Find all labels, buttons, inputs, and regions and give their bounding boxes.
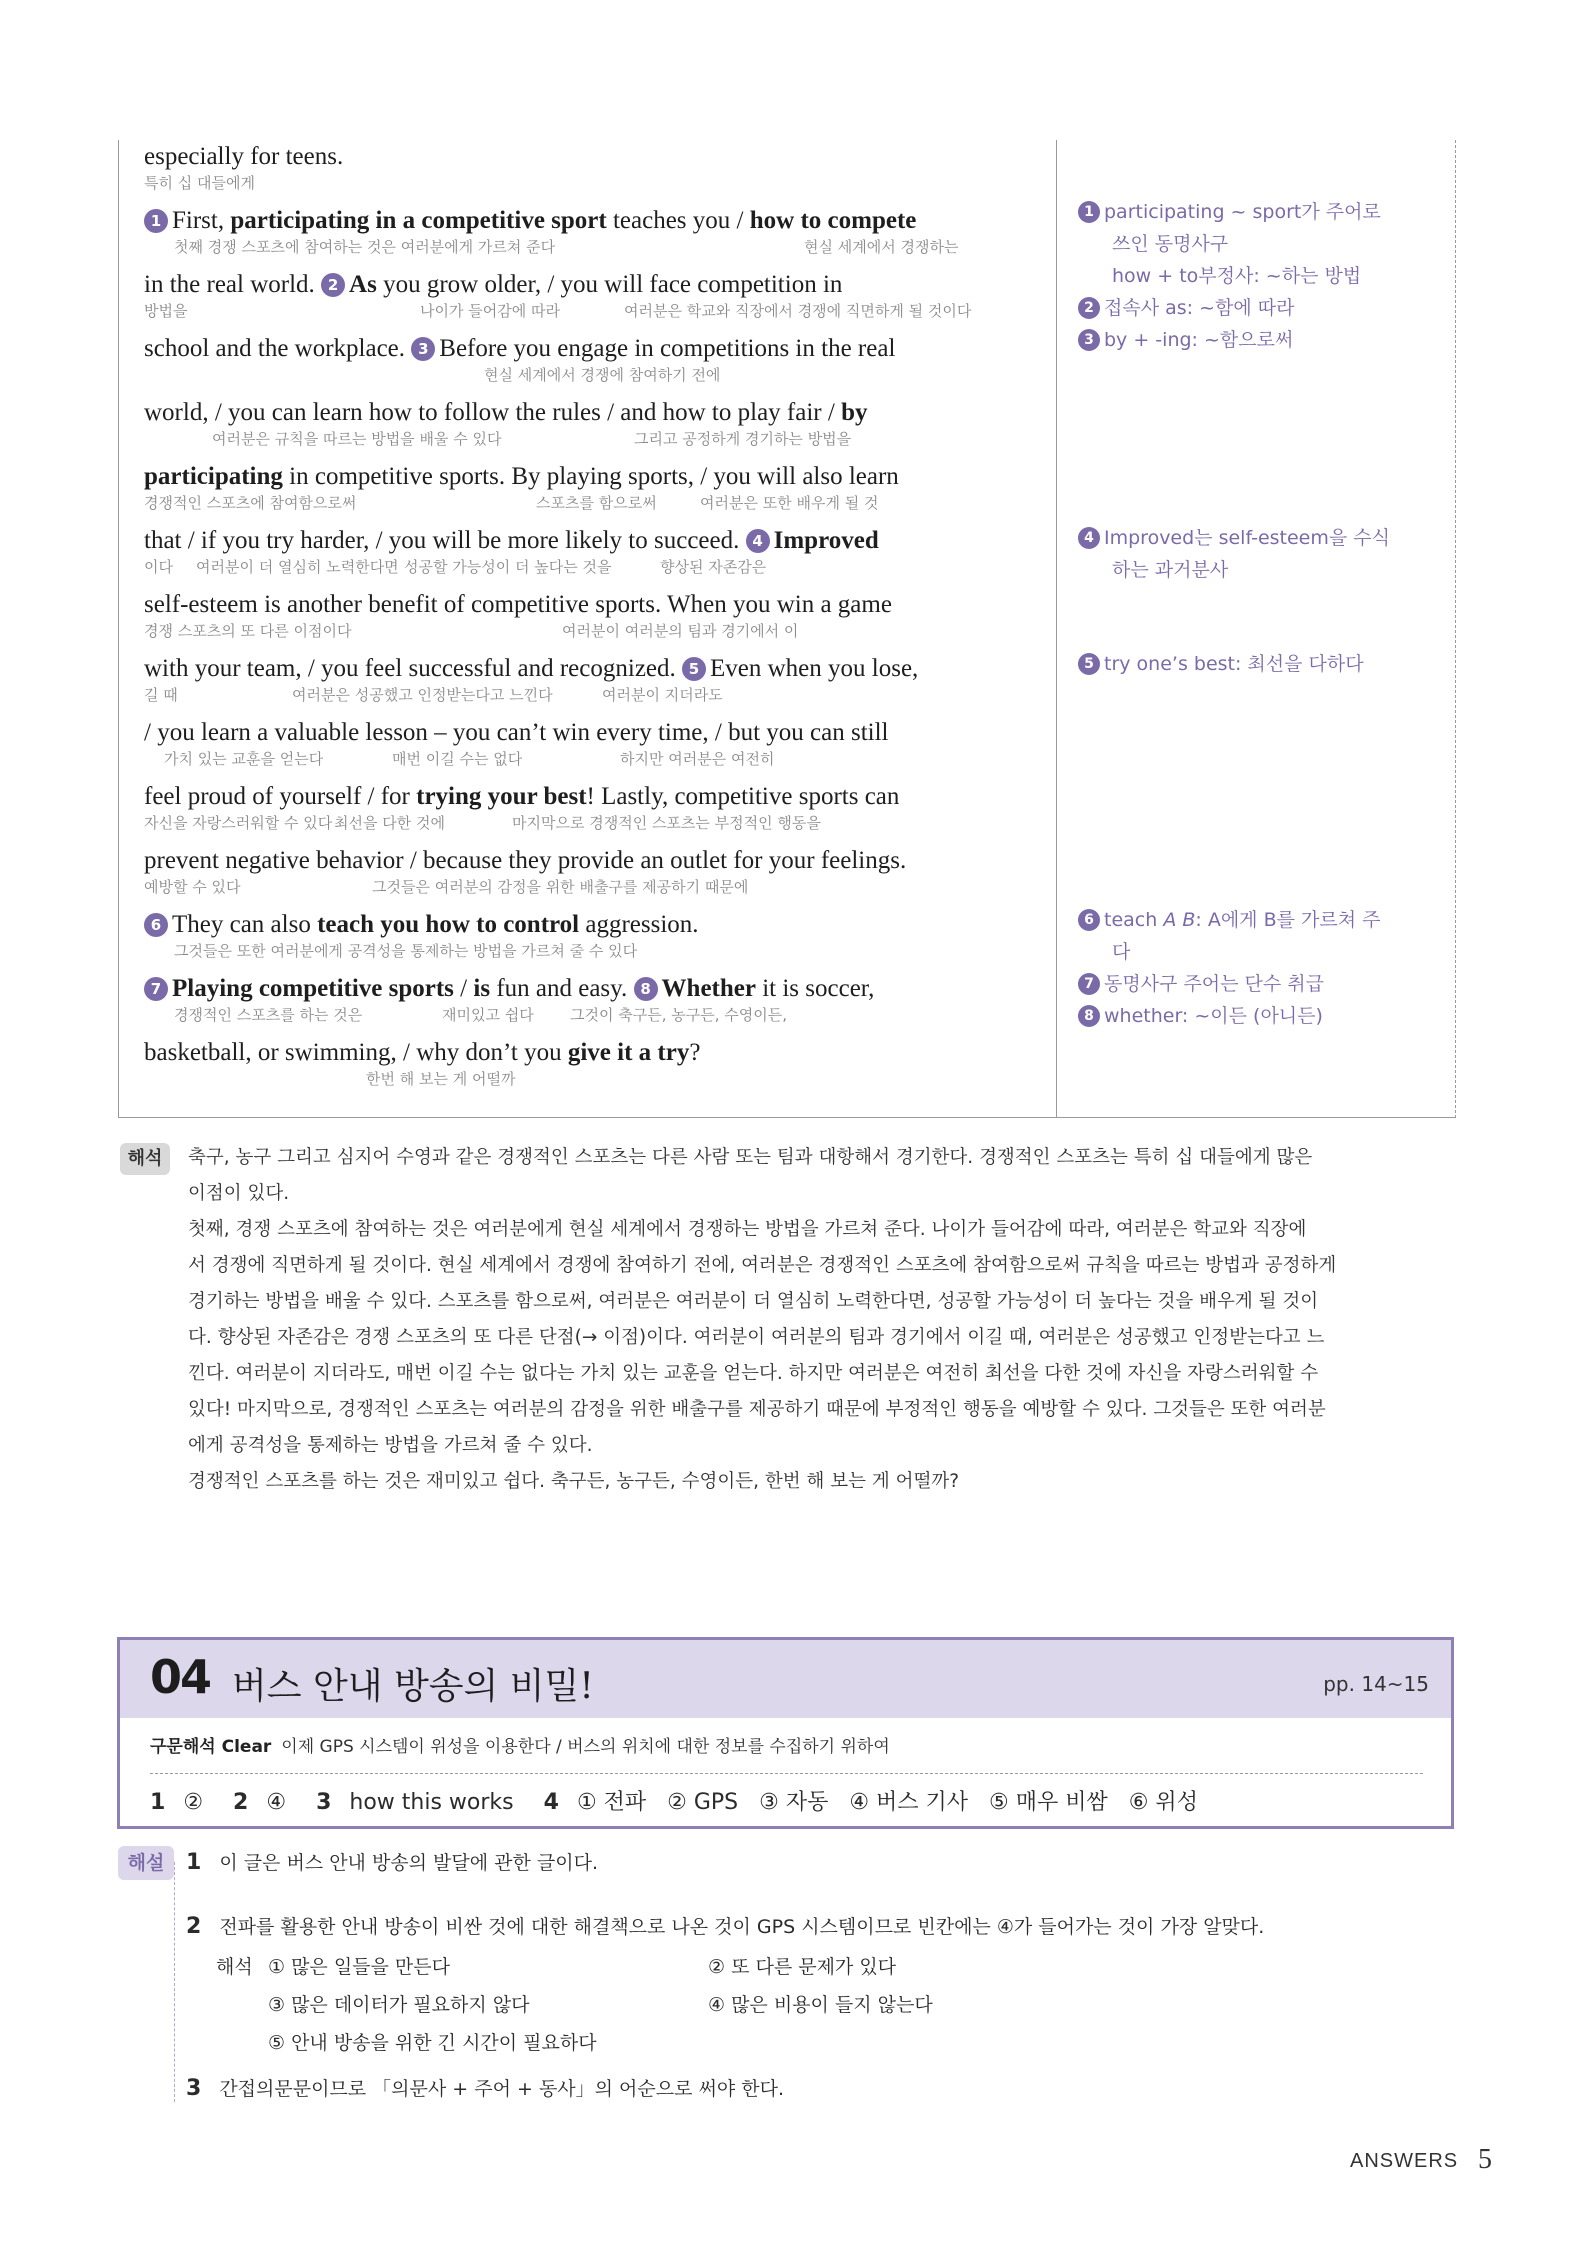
reading-line: participating in competitive sports. By playing sports, / you will also learn 경쟁적인 스포츠에 참여함으로써 스포츠를 함으로써 여러분은 또한 배우게 될 것 — [144, 460, 1044, 524]
section-header — [120, 1640, 1451, 1718]
q2-number: 2 — [186, 1914, 202, 1939]
english-sentence: self-esteem is another benefit of competitive sports. When you win a game — [144, 591, 892, 618]
translation-line: 이점이 있다. — [188, 1183, 290, 1204]
translation-label: 해석 — [120, 1143, 170, 1175]
note-number-badge: 7 — [1078, 973, 1100, 995]
note-number-badge: 4 — [1078, 527, 1100, 549]
clear-text: 이제 GPS 시스템이 위성을 이용한다 / 버스의 위치에 대한 정보를 수집하기 위하여 — [281, 1737, 890, 1757]
sentence-number-badge: 2 — [321, 273, 345, 297]
reading-line: that / if you try harder, / you will be more likely to succeed. 4 Improved 이다 여러분이 더 열심히 노력한다면 성공할 가능성이 더 높다는 것을 향상된 자존감은 — [144, 524, 1044, 588]
answer-number: 1 — [150, 1790, 166, 1815]
answers-row — [150, 1785, 1228, 1816]
q2-option-5: ⑤ 안내 방송을 위한 긴 시간이 필요하다 — [268, 2032, 597, 2054]
note-number-badge: 5 — [1078, 653, 1100, 675]
section-pages: pp. 14~15 — [1323, 1672, 1429, 1696]
answer-number: 4 — [543, 1790, 559, 1815]
reading-line: school and the workplace. 3 Before you engage in competitions in the real 현실 세계에서 경쟁에 참여하기 전에 — [144, 332, 1044, 396]
sentence-number-badge: 5 — [682, 657, 706, 681]
q3-number: 3 — [186, 2076, 202, 2101]
grammar-note: 8 whether: ~이든 (아니든) — [1078, 1000, 1323, 1032]
answer-number: 3 — [316, 1790, 332, 1815]
note-number-badge: 3 — [1078, 329, 1100, 351]
sentence-number-badge: 1 — [144, 209, 168, 233]
reading-line: / you learn a valuable lesson – you can’t win every time, / but you can still 가치 있는 교훈을 얻는다 매번 이길 수는 없다 하지만 여러분은 여전히 — [144, 716, 1044, 780]
sentence-number-badge: 8 — [634, 977, 658, 1001]
reading-divider — [1056, 140, 1057, 1118]
grammar-note: 1 participating ~ sport가 주어로 쓰인 동명사구 how + to부정사: ~하는 방법 — [1078, 196, 1381, 292]
reading-line — [144, 140, 1044, 204]
english-sentence: basketball, or swimming, / why don’t you give it a try? — [144, 1039, 701, 1066]
grammar-note: 5 try one’s best: 최선을 다하다 — [1078, 648, 1364, 680]
q2-option-4: ④ 많은 비용이 들지 않는다 — [708, 1994, 933, 2016]
note-number-badge: 2 — [1078, 297, 1100, 319]
grammar-note: 2 접속사 as: ~함에 따라 — [1078, 292, 1294, 324]
section-title: 버스 안내 방송의 비밀! — [232, 1666, 594, 1707]
q2-option-3: ③ 많은 데이터가 필요하지 않다 — [268, 1994, 530, 2016]
grammar-note: 6 teach A B: A에게 B를 가르쳐 주 다 — [1078, 904, 1380, 968]
reading-line: feel proud of yourself / for trying your best! Lastly, competitive sports can 자신을 자랑스러워할 수 있다 최선을 다한 것에 마지막으로 경쟁적인 스포츠는 부정적인 행동을 — [144, 780, 1044, 844]
english-sentence: feel proud of yourself / for trying your best! Lastly, competitive sports can — [144, 783, 900, 810]
english-sentence: participating in competitive sports. By playing sports, / you will also learn — [144, 463, 899, 490]
translation-line: 에게 공격성을 통제하는 방법을 가르쳐 줄 수 있다. — [188, 1435, 593, 1456]
translation-line: 있다! 마지막으로, 경쟁적인 스포츠는 여러분의 감정을 위한 배출구를 제공하기 때문에 부정적인 행동을 예방할 수 있다. 그것들은 또한 여러분 — [188, 1399, 1326, 1420]
english-sentence: 6 They can also teach you how to control aggression. — [144, 908, 1044, 942]
grammar-note: 3 by + -ing: ~함으로써 — [1078, 324, 1293, 356]
answer-value: ① 전파 ② GPS ③ 자동 ④ 버스 기사 ⑤ 매우 비쌈 ⑥ 위성 — [576, 1790, 1198, 1815]
clear-row — [150, 1732, 890, 1757]
reading-line: basketball, or swimming, / why don’t you give it a try? 한번 해 보는 게 어떨까 — [144, 1036, 1044, 1100]
reading-line: prevent negative behavior / because they provide an outlet for your feelings. 예방할 수 있다 그것들은 여러분의 감정을 위한 배출구를 제공하기 때문에 — [144, 844, 1044, 908]
translation-line: 첫째, 경쟁 스포츠에 참여하는 것은 여러분에게 현실 세계에서 경쟁하는 방법을 가르쳐 준다. 나이가 들어감에 따라, 여러분은 학교와 직장에 — [188, 1219, 1307, 1240]
english-sentence: in the real world. 2 As you grow older, / you will face competition in — [144, 271, 843, 298]
answer-number: 2 — [233, 1790, 249, 1815]
reading-line: 6 They can also teach you how to control aggression. 그것들은 또한 여러분에게 공격성을 통제하는 방법을 가르쳐 줄 수 있다 — [144, 908, 1044, 972]
q2-text: 전파를 활용한 안내 방송이 비싼 것에 대한 해결책으로 나온 것이 GPS 시스템이므로 빈칸에는 ④가 들어가는 것이 가장 알맞다. — [219, 1916, 1265, 1938]
section-04-box — [117, 1637, 1454, 1829]
english-sentence: prevent negative behavior / because they provide an outlet for your feelings. — [144, 847, 907, 874]
note-number-badge: 1 — [1078, 201, 1100, 223]
section-number: 04 — [150, 1650, 211, 1704]
q2-option-2: ② 또 다른 문제가 있다 — [708, 1956, 897, 1978]
english-sentence: that / if you try harder, / you will be more likely to succeed. 4 Improved — [144, 527, 879, 554]
korean-gloss: 특히 십 대들에게 — [144, 174, 255, 192]
footer-label: ANSWERS — [1350, 2150, 1459, 2172]
q2-sub-label: 해석 — [216, 1956, 253, 1978]
translation-text — [188, 1140, 1458, 1500]
sentence-number-badge: 4 — [746, 529, 770, 553]
clear-label: 구문해석 Clear — [150, 1737, 272, 1757]
note-number-badge: 6 — [1078, 909, 1100, 931]
english-sentence: world, / you can learn how to follow the rules / and how to play fair / by — [144, 399, 868, 426]
sentence-number-badge: 3 — [411, 337, 435, 361]
english-sentence: with your team, / you feel successful and recognized. 5 Even when you lose, — [144, 655, 919, 682]
q1-text: 이 글은 버스 안내 방송의 발달에 관한 글이다. — [219, 1852, 599, 1874]
explanation-q2 — [186, 1912, 1264, 1939]
english-sentence: especially for teens. — [144, 143, 344, 170]
note-number-badge: 8 — [1078, 1005, 1100, 1027]
grammar-note: 4 Improved는 self-esteem을 수식 하는 과거분사 — [1078, 522, 1390, 586]
q2-option-1: ① 많은 일들을 만든다 — [268, 1956, 450, 1978]
reading-line: 7 Playing competitive sports / is fun and easy. 8 Whether it is soccer, 경쟁적인 스포츠를 하는 것은 재미있고 쉽다 그것이 축구든, 농구든, 수영이든, — [144, 972, 1044, 1036]
translation-line: 축구, 농구 그리고 심지어 수영과 같은 경쟁적인 스포츠는 다른 사람 또는 팀과 대항해서 경기한다. 경쟁적인 스포츠는 특히 십 대들에게 많은 — [188, 1147, 1313, 1168]
dashed-divider — [150, 1773, 1423, 1774]
q1-number: 1 — [186, 1850, 202, 1875]
reading-lines — [144, 140, 1044, 1100]
answer-value: ② — [183, 1790, 204, 1815]
sentence-number-badge: 7 — [144, 977, 168, 1001]
sentence-number-badge: 6 — [144, 913, 168, 937]
explanation-q3 — [186, 2074, 784, 2101]
answer-value: how this works — [349, 1790, 514, 1815]
explanation-label: 해설 — [118, 1846, 174, 1880]
explanation-dashed-line — [174, 1862, 182, 2102]
english-sentence: 1 First, participating in a competitive sport teaches you / how to compete — [144, 204, 1044, 238]
reading-line: self-esteem is another benefit of competitive sports. When you win a game 경쟁 스포츠의 또 다른 이점이다 여러분이 여러분의 팀과 경기에서 이 — [144, 588, 1044, 652]
q3-text: 간접의문문이므로 「의문사 + 주어 + 동사」의 어순으로 써야 한다. — [219, 2078, 785, 2100]
translation-line: 경쟁적인 스포츠를 하는 것은 재미있고 쉽다. 축구든, 농구든, 수영이든, 한번 해 보는 게 어떨까? — [188, 1471, 960, 1492]
translation-line: 낀다. 여러분이 지더라도, 매번 이길 수는 없다는 가치 있는 교훈을 얻는다. 하지만 여러분은 여전히 최선을 다한 것에 자신을 자랑스러워할 수 — [188, 1363, 1319, 1384]
reading-line: 1 First, participating in a competitive sport teaches you / how to compete 첫째 경쟁 스포츠에 참여하는 것은 여러분에게 가르쳐 준다 현실 세계에서 경쟁하는 — [144, 204, 1044, 268]
english-sentence: / you learn a valuable lesson – you can’t win every time, / but you can still — [144, 719, 889, 746]
explanation-q1 — [186, 1848, 598, 1875]
page-number: 5 — [1478, 2144, 1492, 2175]
english-sentence: school and the workplace. 3 Before you engage in competitions in the real — [144, 335, 896, 362]
answer-value: ④ — [266, 1790, 287, 1815]
translation-line: 서 경쟁에 직면하게 될 것이다. 현실 세계에서 경쟁에 참여하기 전에, 여러분은 경쟁적인 스포츠에 참여함으로써 규칙을 따르는 방법과 공정하게 — [188, 1255, 1337, 1276]
translation-line: 경기하는 방법을 배울 수 있다. 스포츠를 함으로써, 여러분은 여러분이 더 열심히 노력한다면, 성공할 가능성이 더 높다는 것을 배우게 될 것이 — [188, 1291, 1319, 1312]
english-sentence: 7 Playing competitive sports / is fun and easy. 8 Whether it is soccer, — [144, 972, 1044, 1006]
reading-line: world, / you can learn how to follow the rules / and how to play fair / by 여러분은 규칙을 따르는 방법을 배울 수 있다 그리고 공정하게 경기하는 방법을 — [144, 396, 1044, 460]
translation-line: 다. 향상된 자존감은 경쟁 스포츠의 또 다른 단점(→ 이점)이다. 여러분이 여러분의 팀과 경기에서 이길 때, 여러분은 성공했고 인정받는다고 느 — [188, 1327, 1325, 1348]
reading-line: in the real world. 2 As you grow older, / you will face competition in 방법을 나이가 들어감에 따라 여러분은 학교와 직장에서 경쟁에 직면하게 될 것이다 — [144, 268, 1044, 332]
grammar-note: 7 동명사구 주어는 단수 취급 — [1078, 968, 1324, 1000]
reading-line: with your team, / you feel successful and recognized. 5 Even when you lose, 길 때 여러분은 성공했고 인정받는다고 느낀다 여러분이 지더라도 — [144, 652, 1044, 716]
